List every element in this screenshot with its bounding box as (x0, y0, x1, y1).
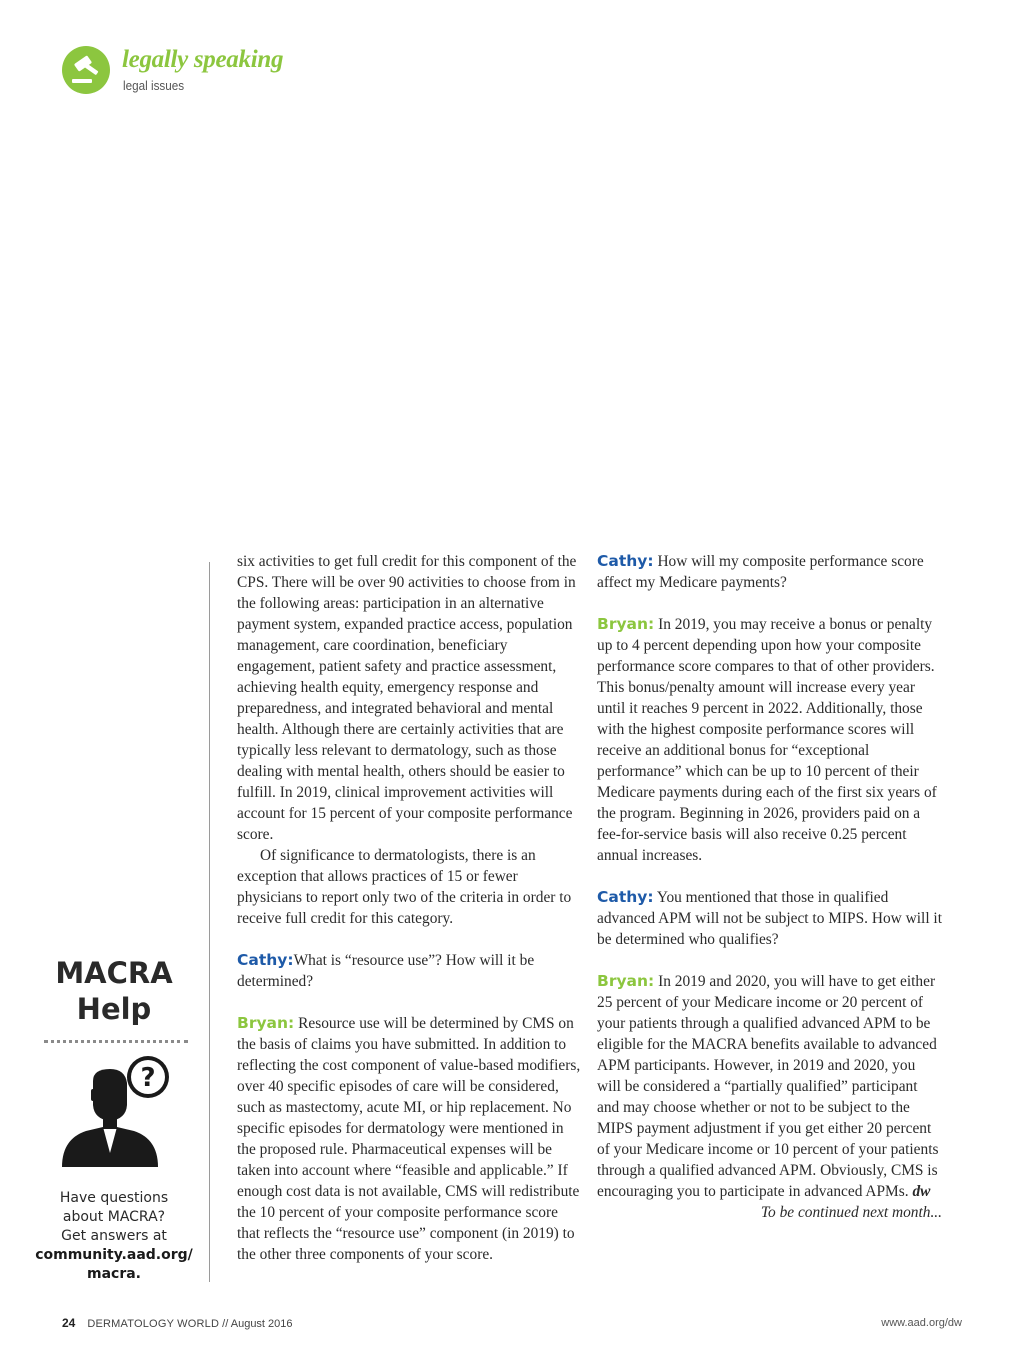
section-subtitle: legal issues (123, 78, 185, 93)
speaker-cathy: Cathy: (597, 888, 654, 906)
svg-text:?: ? (140, 1063, 156, 1093)
sidebar-text (30, 1189, 198, 1284)
footer-url[interactable]: www.aad.org/dw (881, 1317, 962, 1329)
section-header (62, 46, 362, 98)
paragraph: Of significance to dermatologists, there is an exception that allows practices of 15 or fewer physicians to report only two of the criteria in order to receive full credit for this category. (237, 847, 572, 927)
speaker-bryan: Bryan: (597, 615, 655, 633)
gavel-icon (62, 46, 110, 94)
answer-text: In 2019 and 2020, you will have to get either 25 percent of your Medicare income or 20 percent of your patients through a qualified advanced APM to be eligible for the MACRA benefits available to advanced APM participants. However, in 2019 and 2020, you will be considered a “partially qualified” participant and may choose whether or not to be subject to the MIPS payment adjustment if you get either 20 percent of your Medicare income or 10 percent of your patients through a qualified advanced APM. Obviously, CMS is encouraging you to participate in advanced APMs. (597, 973, 939, 1200)
question-text: You mentioned that those in qualified advanced APM will not be subject to MIPS. How will it be determined who qualifies? (597, 889, 942, 948)
paragraph: six activities to get full credit for this component of the CPS. There will be over 90 activities to choose from in the following areas: participation in an alternative payment system, expanded practice access, population management, care coordination, beneficiary engagement, patient safety and practice assessment, achieving health equity, emergency response and preparedness, and integrated behavioral and mental health. Although there are certainly activities that are typically less relevant to dermatology, such as those dealing with mental health, others should be easier to fulfill. In 2019, clinical improvement activities will account for 15 percent of your composite performance score. (237, 553, 577, 843)
sidebar-text-line1: Have questions (59, 1190, 169, 1206)
question-paragraph (237, 950, 582, 992)
issue-date: // August 2016 (219, 1318, 293, 1330)
sidebar-title-line2: Help (76, 992, 152, 1026)
sidebar-text-line2: about MACRA? (62, 1209, 166, 1225)
footer-left (62, 1316, 293, 1330)
column-divider (209, 562, 210, 1282)
macra-link[interactable]: community.aad.org/ (35, 1247, 193, 1263)
sidebar-text-line3: Get answers at (61, 1228, 167, 1244)
continued-note: To be continued next month... (760, 1204, 942, 1221)
answer-paragraph (237, 1013, 582, 1265)
speaker-cathy: Cathy: (237, 951, 294, 969)
question-text: What is “resource use”? How will it be determined? (237, 952, 535, 990)
page-number: 24 (62, 1316, 76, 1330)
answer-text: In 2019, you may receive a bonus or penalty up to 4 percent depending upon how your composite performance score compares to that of other providers. This bonus/penalty amount will increase every year until it reaches 9 percent in 2022. Additionally, those with the highest composite performance scores will receive an additional bonus for “exceptional performance” which can be up to 10 percent of their Medicare payments during each of the first six years of the program. Beginning in 2026, providers paid on a fee-for-service basis will also receive 0.25 percent annual increases. (597, 616, 937, 864)
macra-link-continued[interactable]: macra. (86, 1266, 141, 1282)
speaker-bryan: Bryan: (597, 972, 655, 990)
section-title: legally speaking (122, 46, 284, 73)
end-mark: dw (912, 1183, 931, 1200)
article-column-left (237, 551, 582, 1265)
answer-paragraph (597, 971, 942, 1202)
question-text: How will my composite performance score affect my Medicare payments? (597, 553, 924, 591)
magazine-name: DERMATOLOGY WORLD (87, 1318, 220, 1330)
answer-text: Resource use will be determined by CMS on the basis of claims you have submitted. In addition to reflecting the cost component of value-based modifiers, over 40 specific episodes of care will be considered, such as mastectomy, acute MI, or hip replacement. No specific episodes for dermatology were mentioned in the proposed rule. Pharmaceutical expenses will be taken into account where “feasible and applicable.” If enough cost data is not available, CMS will redistribute the 10 percent of your composite performance score that reflects the “resource use” component (in 2019) to the other three components of your score. (237, 1015, 581, 1263)
person-question-icon (60, 1055, 170, 1177)
sidebar-title-line1: MACRA (55, 956, 173, 990)
question-paragraph (597, 551, 942, 593)
sidebar-title (34, 955, 194, 1027)
dotted-divider (44, 1040, 188, 1043)
article-column-right (597, 551, 942, 1223)
answer-paragraph (597, 614, 942, 866)
question-paragraph (597, 887, 942, 950)
speaker-bryan: Bryan: (237, 1014, 295, 1032)
speaker-cathy: Cathy: (597, 552, 654, 570)
